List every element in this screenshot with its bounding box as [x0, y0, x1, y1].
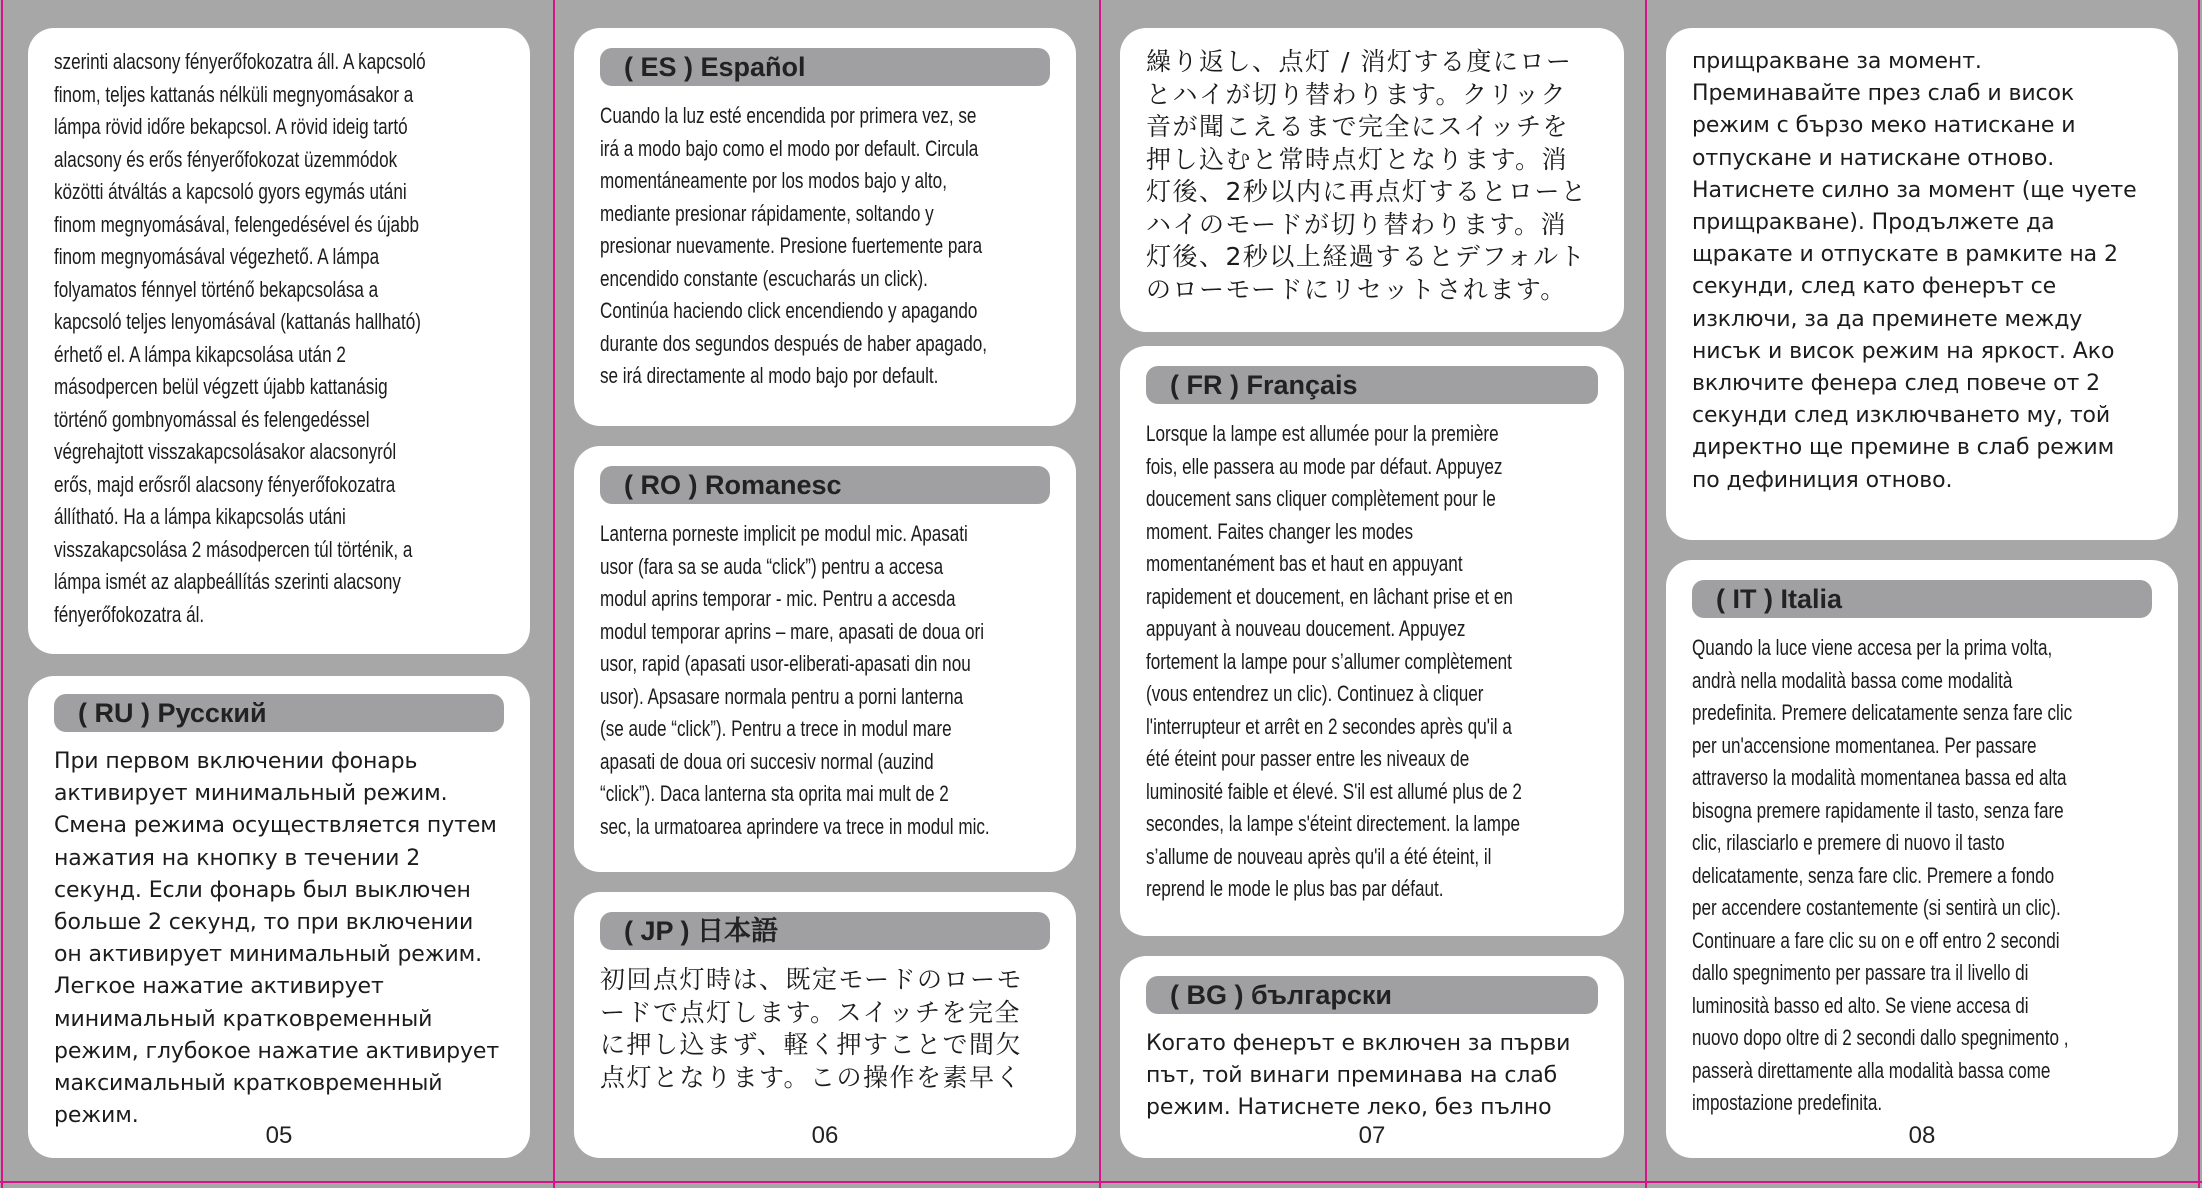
page-08 [1652, 0, 2192, 1188]
section-it-text: Quando la luce viene accesa per la prima volta, andrà nella modalità bassa come modalità predefinita. Premere delicatamente senza fare clic per un'accensione momentanea. Per passare attraverso la modalità momentanea bassa ed alta bisogna premere rapidamente il tasto, senza fare clic, rilasciarlo e premere di nuovo il tasto delicatamente, senza fare clic. Premere a fondo per accendere costantemente (si sentirà un clic). Continuare a fare clic su on e off entro 2 secondi dallo spegnimento per passare tra il livello di luminosità basso ed alto. Se viene accesa di nuovo dopo oltre di 2 secondi dallo spegnimento , passerà direttamente alla modalità bassa come impostazione predefinita. [1692, 635, 2073, 1115]
trim-line [553, 0, 555, 1188]
page-number: 06 [811, 1122, 839, 1149]
page-number: 05 [265, 1122, 293, 1149]
page-07 [1106, 0, 1638, 1188]
section-es [574, 28, 1076, 426]
page-06 [560, 0, 1090, 1188]
section-it-title: ( IT ) Italia [1692, 580, 2152, 618]
section-bg-text: Когато фенерът е включен за първи път, той винаги преминава на слаб режим. Натиснете леко, без пълно [1146, 1031, 1571, 1121]
trim-line [1645, 0, 1647, 1188]
section-jp-title: ( JP ) 日本語 [600, 912, 1050, 950]
section-ro-text: Lanterna porneste implicit pe modul mic. Apasati usor (fara sa se auda “click”) pentru a accesa modul aprins temporar - mic. Pentru a accesda modul temporar aprins – mare, apasati de doua ori usor, rapid (apasati usor-eliberati-apasati din nou usor). Apsasare normala pentru a porni lanterna (se aude “click”). Pentru a trece in modul mare apasati de doua ori succesiv normal (auzind “click”). Daca lanterna sta oprita mai mult de 2 sec, la urmatoarea aprindere va trece in modul mic. [600, 521, 990, 839]
section-jp-continued [1120, 28, 1624, 332]
section-ru-title: ( RU ) Русский [54, 694, 504, 732]
section-ru [28, 676, 530, 1158]
section-bg-continued-text: прищракване за момент. Преминавайте през слаб и висок режим с бързо меко натискане и отпускане и натискане отново. Натиснете силно за момент (ще чуете прищракване). Продължете да щракате и отпускате в рамките на 2 секунди, след като фенерът се изключи, за да преминете между нисък и висок режим на яркост. Ако включите фенера след повече от 2 секунди след изключването му, той директно ще премине в слаб режим по дефиниция отново. [1692, 49, 2137, 493]
section-es-title: ( ES ) Español [600, 48, 1050, 86]
section-ro-title: ( RO ) Romanesc [600, 466, 1050, 504]
section-es-text: Cuando la luz esté encendida por primera vez, se irá a modo bajo como el modo por default. Circula momentáneamente por los modos bajo y alto, mediante presionar rápidamente, soltando y presionar nuevamente. Presione fuertemente para encendido constante (escucharás un click). Continúa haciendo click encendiendo y apagando durante dos segundos después de haber apagado, se irá directamente al modo bajo por default. [600, 103, 987, 388]
section-jp-text: 初回点灯時は、既定モードのローモ ードで点灯します。スイッチを完全 に押し込まず、軽く押すことで間欠 点灯となります。この操作を素早く [600, 965, 1024, 1092]
section-hu-text: szerinti alacsony fényerőfokozatra áll. A kapcsoló finom, teljes kattanás nélküli megnyomásakor a lámpa rövid időre bekapcsol. A rövid ideig tartó alacsony és erős fényerőfokozat üzemmódok közötti átváltás a kapcsoló gyors egymás utáni finom megnyomásával, felengedésével és újabb finom megnyomásával végezhető. A lámpa folyamatos fénnyel történő bekapcsolása a kapcsoló teljes lenyomásával (kattanás hallható) érhető el. A lámpa kikapcsolása után 2 másodpercen belül végzett újabb kattanásig történő gombnyomással és felengedéssel végrehajtott visszakapcsolásakor alacsonyról erős, majd erősről alacsony fényerőfokozatra állítható. Ha a lámpa kikapcsolás utáni visszakapcsolása 2 másodpercen túl történik, a lámpa ismét az alapbeállítás szerinti alacsony fényerőfokozatra ál. [54, 49, 426, 627]
page-number: 08 [1908, 1122, 1936, 1149]
section-jp-continued-text: 繰り返し、点灯 / 消灯する度にロー とハイが切り替わります。クリック 音が聞こえるまで完全にスイッチを 押し込むと常時点灯となります。消 灯後、2秒以内に再点灯するとローと ハイのモードが切り替わります。消 灯後、2秒以上経過するとデフォルト のローモードにリセットされます。 [1146, 47, 1588, 304]
section-bg-continued [1666, 28, 2178, 540]
section-bg-title: ( BG ) български [1146, 976, 1598, 1014]
page-number: 07 [1358, 1122, 1386, 1149]
trim-line [2198, 0, 2200, 1188]
trim-line [1, 0, 3, 1188]
page-05 [14, 0, 544, 1188]
trim-line [0, 1181, 2202, 1183]
section-ru-text: При первом включении фонарь активирует минимальный режим. Смена режима осуществляется путем нажатия на кнопку в течении 2 секунд. Если фонарь был выключен больше 2 секунд, то при включении он активирует минимальный режим. Легкое нажатие активирует минимальный кратковременный режим, глубокое нажатие активирует максимальный кратковременный режим. [54, 749, 500, 1129]
trim-line [1099, 0, 1101, 1188]
section-hu [28, 28, 530, 654]
section-fr-title: ( FR ) Français [1146, 366, 1598, 404]
section-ro [574, 446, 1076, 872]
section-fr [1120, 346, 1624, 936]
section-it [1666, 560, 2178, 1158]
section-jp [574, 892, 1076, 1158]
section-fr-text: Lorsque la lampe est allumée pour la première fois, elle passera au mode par défaut. Appuyez doucement sans cliquer complètement pour le moment. Faites changer les modes momentanément bas et haut en appuyant rapidement et doucement, en lâchant prise et en appuyant à nouveau doucement. Appuyez fortement la lampe pour s’allumer complètement (vous entendrez un clic). Continuez à cliquer l'interrupteur et arrêt en 2 secondes après qu'il a été éteint pour passer entre les niveaux de luminosité faible et élevé. S'il est allumé plus de 2 secondes, la lampe s'éteint directement. la lampe s’allume de nouveau après qu'il a été éteint, il reprend le mode le plus bas par défaut. [1146, 421, 1522, 901]
